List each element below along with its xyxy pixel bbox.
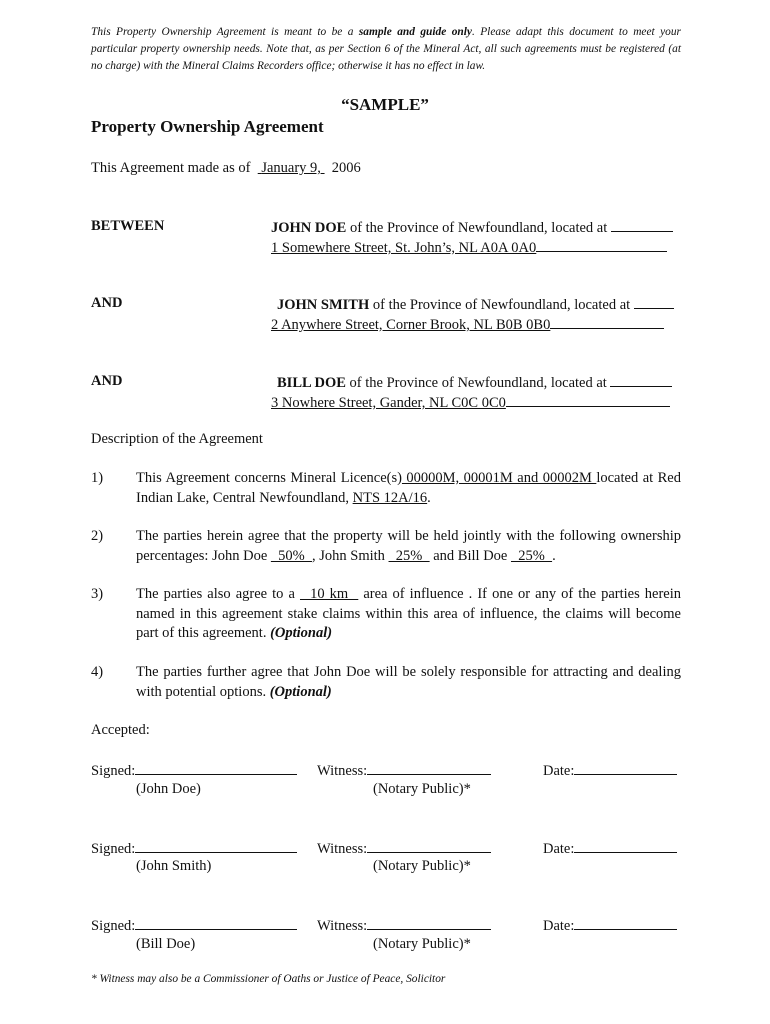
notary-label-2: (Notary Public)* xyxy=(373,858,471,874)
date-line[interactable] xyxy=(574,916,677,930)
agreement-date-line xyxy=(91,160,361,177)
clause-1-text-c: . xyxy=(427,489,431,506)
page-title: Property Ownership Agreement xyxy=(91,117,324,136)
date-row-2 xyxy=(543,839,677,858)
witness-line[interactable] xyxy=(367,761,491,775)
signer-name-3: (Bill Doe) xyxy=(136,936,196,952)
signature-line[interactable] xyxy=(135,761,297,775)
signature-row-2 xyxy=(91,839,297,858)
clause-2-text-c: and Bill Doe xyxy=(429,547,511,564)
john-smith-percentage: 25% xyxy=(388,547,430,564)
clause-3 xyxy=(136,585,681,644)
clause-1 xyxy=(136,469,681,508)
clause-3-text-b: area of influence . If one or any of the parties herein named in this agreement stake claims within this area of influence, the claims will become part of this agreement. xyxy=(136,586,682,641)
party-1-desc: of the Province of Newfoundland, located at xyxy=(349,220,608,236)
intro-note xyxy=(91,24,681,75)
signed-label: Signed: xyxy=(91,841,136,857)
blank-line xyxy=(634,295,674,309)
optional-tag: (Optional) xyxy=(269,683,332,700)
notary-label-1: (Notary Public)* xyxy=(373,781,471,797)
agreement-date-value: January 9, xyxy=(261,160,321,176)
blank-line xyxy=(550,315,664,329)
date-row-3 xyxy=(543,916,677,935)
signature-line[interactable] xyxy=(135,839,297,853)
licence-numbers: 00000M, 00001M and 00002M xyxy=(401,470,597,486)
date-line[interactable] xyxy=(574,839,677,853)
signature-line[interactable] xyxy=(135,916,297,930)
signed-label: Signed: xyxy=(91,918,136,934)
clause-4-text-a: The parties further agree that John Doe will be solely responsible for attracting and dealing with potential options. xyxy=(136,664,681,700)
clause-1-text-b: located at Red Indian Lake, Central Newfoundland, xyxy=(136,470,681,506)
signer-name-1: (John Doe) xyxy=(136,781,201,797)
agreement-date xyxy=(258,160,325,176)
witness-row-1 xyxy=(317,761,491,780)
witness-label: Witness: xyxy=(317,918,368,934)
agreement-year: 2006 xyxy=(331,160,361,176)
party-label-and-2: AND xyxy=(91,373,123,389)
party-3-address-line xyxy=(271,393,670,412)
date-label: Date: xyxy=(543,763,575,779)
date-label: Date: xyxy=(543,918,575,934)
party-2-name: JOHN SMITH xyxy=(277,297,370,313)
clause-4 xyxy=(136,663,681,702)
signature-row-3 xyxy=(91,916,297,935)
party-1-line xyxy=(271,218,673,237)
clause-2-number: 2) xyxy=(91,528,104,544)
footnote: * Witness may also be a Commissioner of Oaths or Justice of Peace, Solicitor xyxy=(91,973,446,985)
party-2-line xyxy=(277,295,674,314)
party-3-line xyxy=(277,373,672,392)
notary-label-3: (Notary Public)* xyxy=(373,936,471,952)
signed-label: Signed: xyxy=(91,763,136,779)
accepted-label: Accepted: xyxy=(91,722,150,738)
blank-line xyxy=(506,393,670,407)
john-doe-percentage: 50% xyxy=(270,547,312,564)
date-line[interactable] xyxy=(574,761,677,775)
blank-line xyxy=(610,373,672,387)
clause-2-text-a: The parties herein agree that the property will be held jointly with the following ownership percentages: John Doe xyxy=(136,528,681,564)
party-label-between: BETWEEN xyxy=(91,218,165,234)
signature-row-1 xyxy=(91,761,297,780)
witness-row-2 xyxy=(317,839,491,858)
party-label-and-1: AND xyxy=(91,295,123,311)
clause-1-number: 1) xyxy=(91,470,104,486)
description-heading: Description of the Agreement xyxy=(91,431,263,447)
nts-map-sheet: NTS 12A/16 xyxy=(352,489,428,506)
intro-text-1: This Property Ownership Agreement is meant to be a xyxy=(91,26,359,38)
clause-3-text-a: The parties also agree to a xyxy=(136,586,300,602)
area-of-influence: 10 km xyxy=(299,586,359,602)
clause-3-number: 3) xyxy=(91,586,104,602)
party-2-desc: of the Province of Newfoundland, located at xyxy=(372,297,631,313)
witness-line[interactable] xyxy=(367,916,491,930)
clause-2 xyxy=(136,527,681,566)
date-prefix: This Agreement made as of xyxy=(91,160,251,176)
party-1-address: 1 Somewhere Street, St. John’s, NL A0A 0A0 xyxy=(271,240,537,256)
party-2-address-line xyxy=(271,315,664,334)
date-row-1 xyxy=(543,761,677,780)
party-1-address-line xyxy=(271,238,667,257)
witness-label: Witness: xyxy=(317,841,368,857)
intro-bold-text: sample and guide only xyxy=(358,26,472,38)
date-label: Date: xyxy=(543,841,575,857)
clause-4-number: 4) xyxy=(91,664,104,680)
witness-row-3 xyxy=(317,916,491,935)
blank-line xyxy=(536,238,667,252)
party-2-address: 2 Anywhere Street, Corner Brook, NL B0B 0B0 xyxy=(271,317,551,333)
clause-1-text-a: This Agreement concerns Mineral Licence(s) xyxy=(136,470,402,486)
sample-heading: “SAMPLE” xyxy=(341,95,429,114)
signer-name-2: (John Smith) xyxy=(136,858,212,874)
intro-text-2: . Please adapt this document to meet your particular property ownership needs. Note that, as per Section 6 of the Mineral Act, all such agreements must be registered (at no charge) with the Mineral Claims Recorders office; otherwise it has no effect in law. xyxy=(91,26,681,72)
witness-label: Witness: xyxy=(317,763,368,779)
optional-tag: (Optional) xyxy=(270,625,333,641)
blank-line xyxy=(611,218,673,232)
clause-2-text-b: , John Smith xyxy=(311,547,389,564)
witness-line[interactable] xyxy=(367,839,491,853)
party-3-name: BILL DOE xyxy=(277,375,346,391)
party-3-address: 3 Nowhere Street, Gander, NL C0C 0C0 xyxy=(271,395,506,411)
bill-doe-percentage: 25% xyxy=(510,547,553,564)
party-1-name: JOHN DOE xyxy=(271,220,347,236)
party-3-desc: of the Province of Newfoundland, located at xyxy=(349,375,607,391)
clause-2-text-d: . xyxy=(552,547,556,564)
